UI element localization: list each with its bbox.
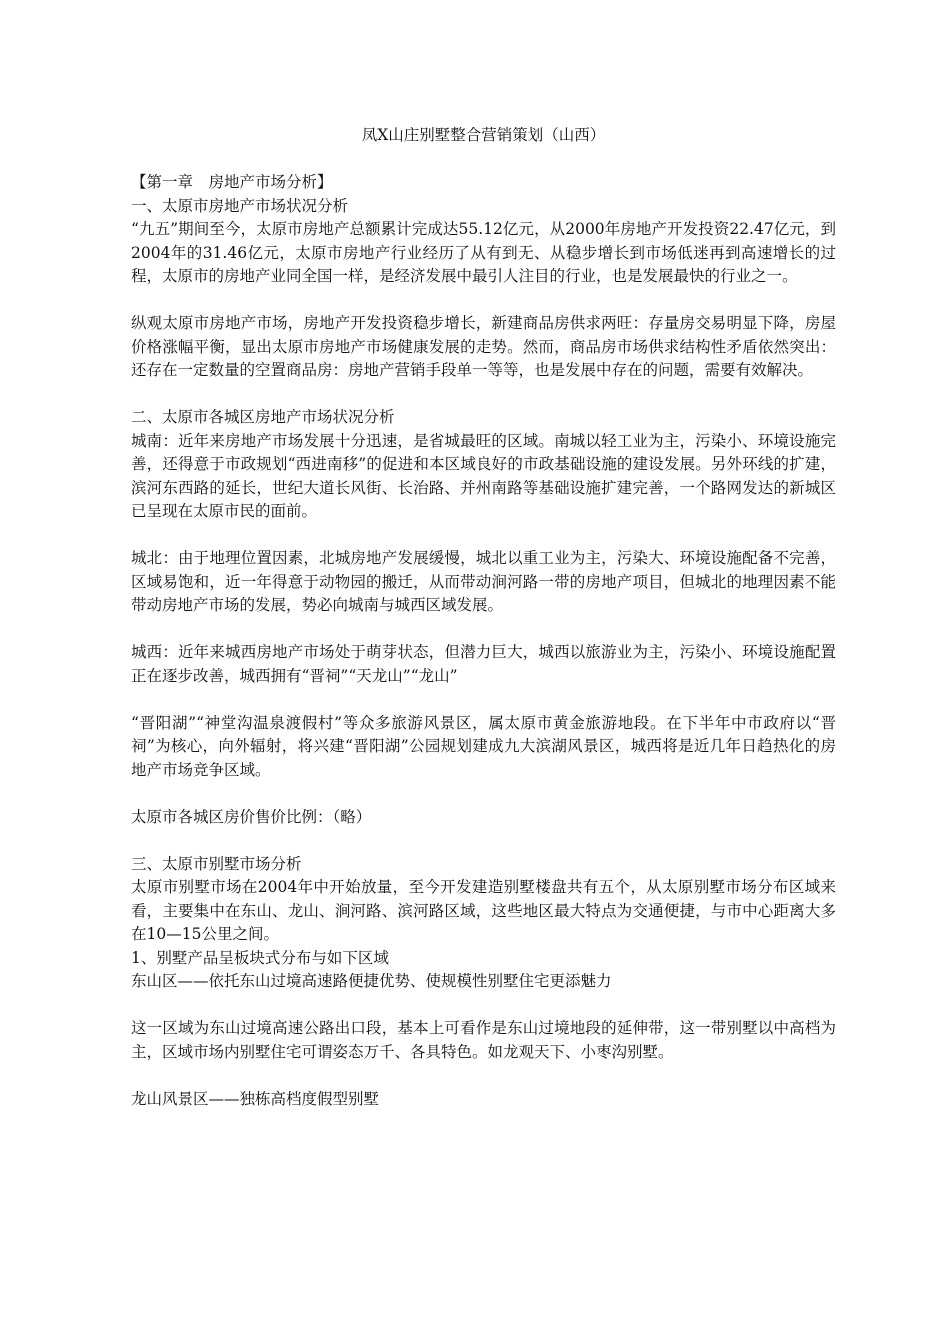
paragraph-spacer <box>131 618 836 642</box>
dongshan-heading: 东山区——依托东山过境高速路便捷优势、使规模性别墅住宅更添魅力 <box>131 972 612 990</box>
paragraph-spacer <box>131 289 836 313</box>
longshan-heading: 龙山风景区——独栋高档度假型别墅 <box>131 1089 380 1108</box>
paragraph-spacer <box>131 782 836 806</box>
section3-paragraph-1: 太原市别墅市场在2004年中开始放量，至今开发建造别墅楼盘共有五个，从太原别墅市场分布区域来看，主要集中在东山、龙山、涧河路、滨河路区域，这些地区最大特点为交通便捷，与市中心距离大多在10—15公里之间。 <box>131 878 836 943</box>
paragraph-spacer <box>131 1064 836 1088</box>
section3-heading: 三、太原市别墅市场分析 <box>131 854 302 873</box>
dongshan-paragraph: 这一区域为东山过境高速公路出口段，基本上可看作是东山过境地段的延伸带，这一带别墅以中高档为主，区域市场内别墅住宅可谓姿态万千、各具特色。如龙观天下、小枣沟别墅。 <box>131 1019 836 1061</box>
paragraph-spacer <box>131 829 836 853</box>
section1-paragraph-1: “九五”期间至今，太原市房地产总额累计完成达55.12亿元，从2000年房地产开发投资22.47亿元，到2004年的31.46亿元，太原市房地产行业经历了从有到无、从稳步增长到市场低迷再到高速增长的过程，太原市的房地产业同全国一样，是经济发展中最引人注目的行业，也是发展最快的行业之一。 <box>131 220 836 285</box>
chapter-heading: 【第一章 房地产市场分析】 <box>131 173 333 191</box>
section2-heading: 二、太原市各城区房地产市场状况分析 <box>131 408 395 426</box>
paragraph-spacer <box>131 524 836 548</box>
paragraph-spacer <box>131 383 836 407</box>
section1-heading: 一、太原市房地产市场状况分析 <box>131 196 349 215</box>
paragraph-spacer <box>131 688 836 712</box>
document-title: 凤X山庄别墅整合营销策划（山西） <box>361 126 606 144</box>
section3-subheading-1: 1、别墅产品呈板块式分布与如下区域 <box>131 948 389 967</box>
west-district-continuation: “晋阳湖”“神堂沟温泉渡假村”等众多旅游风景区，属太原市黄金旅游地段。在下半年中市政府以“晋祠”为核心，向外辐射，将兴建“晋阳湖”公园规划建成九大滨湖风景区，城西将是近几年日趋热化的房地产市场竞争区域。 <box>131 713 836 779</box>
south-district-paragraph: 城南：近年来房地产市场发展十分迅速，是省城最旺的区域。南城以轻工业为主，污染小、环境设施完善，还得意于市政规划“西进南移”的促进和本区域良好的市政基础设施的建设发展。另外环线的扩建，滨河东西路的延长，世纪大道长风街、长治路、并州南路等基础设施扩建完善，一个路网发达的新城区已呈现在太原市民的面前。 <box>131 431 836 520</box>
west-district-paragraph: 城西：近年来城西房地产市场处于萌芽状态，但潜力巨大，城西以旅游业为主，污染小、环境设施配置正在逐步改善，城西拥有“晋祠”“天龙山”“龙山” <box>131 643 836 685</box>
section1-paragraph-2: 纵观太原市房地产市场，房地产开发投资稳步增长，新建商品房供求两旺：存量房交易明显下降，房屋价格涨幅平衡，显出太原市房地产市场健康发展的走势。然而，商品房市场供求结构性矛盾依然突出：还存在一定数量的空置商品房：房地产营销手段单一等等，也是发展中存在的问题，需要有效解决。 <box>131 314 836 379</box>
paragraph-spacer <box>131 994 836 1018</box>
document-page <box>131 124 836 1111</box>
north-district-paragraph: 城北：由于地理位置因素，北城房地产发展缓慢，城北以重工业为主，污染大、环境设施配备不完善，区域易饱和，近一年得意于动物园的搬迁，从而带动涧河路一带的房地产项目，但城北的地理因素不能带动房地产市场的发展，势必向城南与城西区域发展。 <box>131 549 836 614</box>
price-ratio-line: 太原市各城区房价售价比例：（略） <box>131 807 372 826</box>
